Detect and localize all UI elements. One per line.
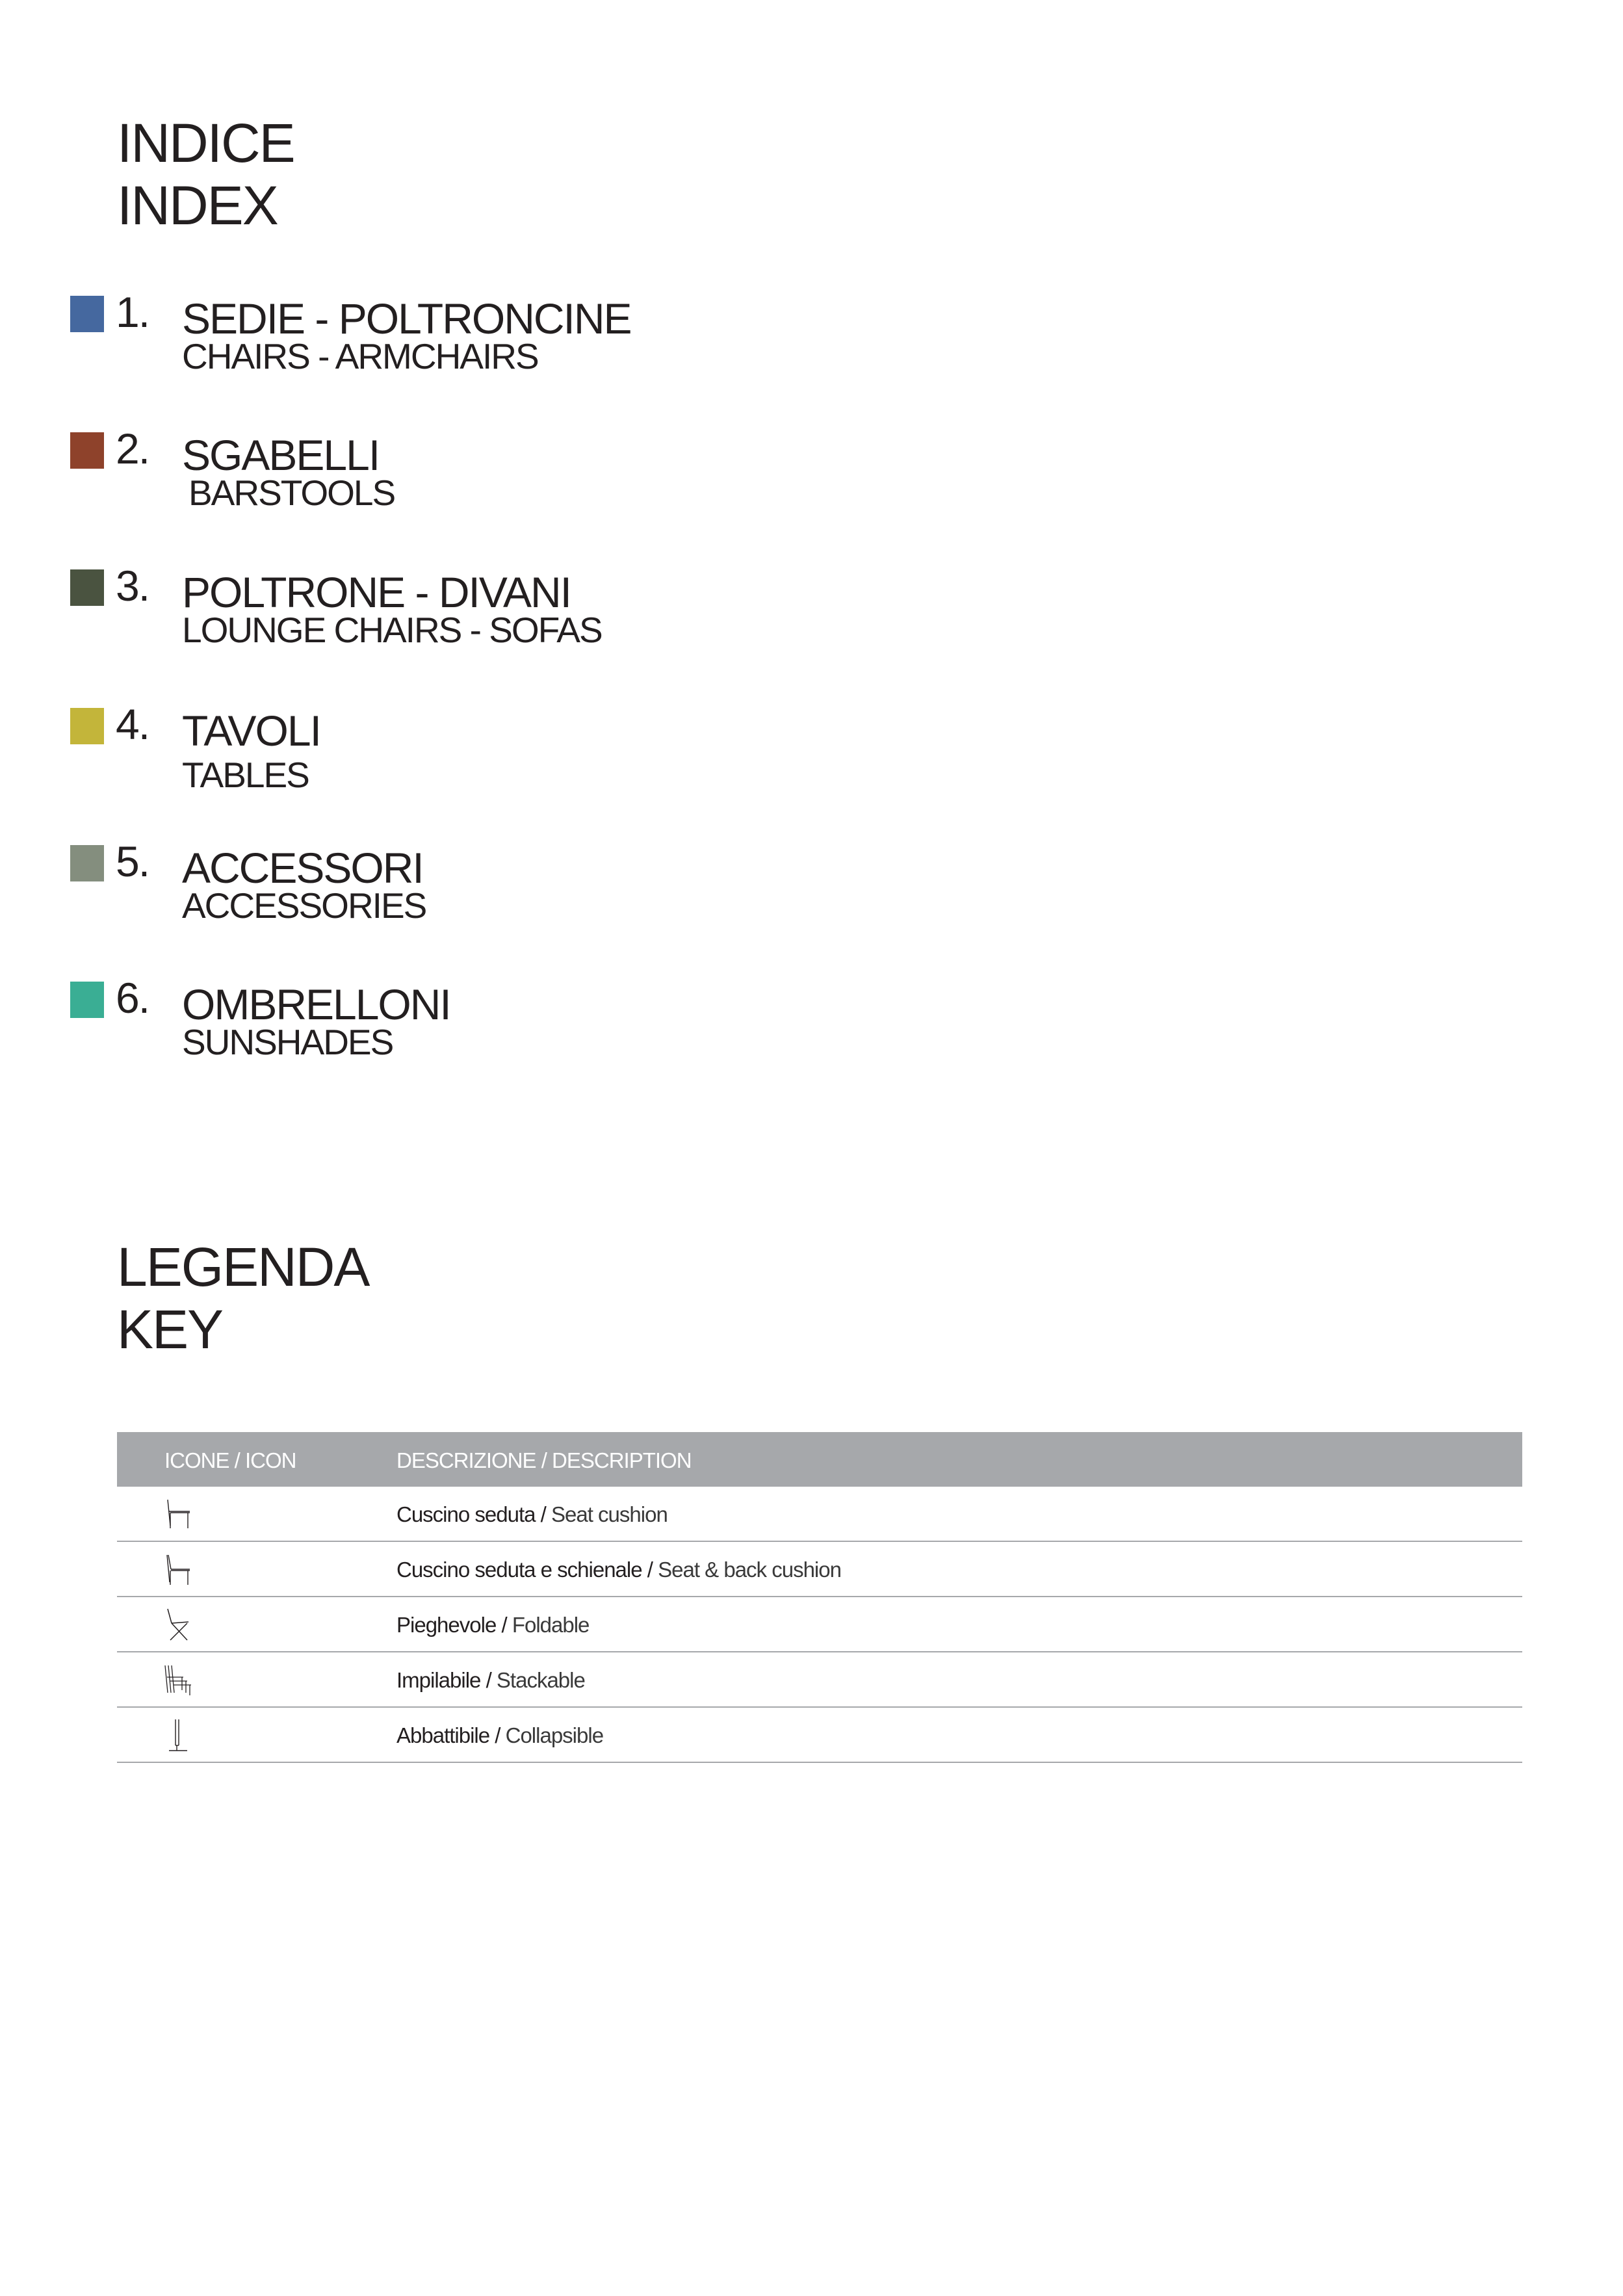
index-item-tables[interactable] (70, 700, 785, 799)
legend-description: Abbattibile / Collapsible (396, 1723, 604, 1747)
category-color-swatch (70, 708, 104, 744)
index-item-title-en: CHAIRS - ARMCHAIRS (182, 336, 538, 376)
legend-heading-it: LEGENDA (117, 1236, 369, 1298)
index-item-title-it: POLTRONE - DIVANI (182, 568, 571, 616)
legend-description: Cuscino seduta e schienale / Seat & back cushion (396, 1558, 841, 1582)
index-list (0, 0, 780, 1105)
index-item-sunshades[interactable] (70, 974, 785, 1073)
legend-heading (117, 1236, 369, 1360)
index-item-title-it: SEDIE - POLTRONCINE (182, 294, 631, 343)
stackable-icon (161, 1662, 198, 1698)
legend-description: Pieghevole / Foldable (396, 1613, 590, 1637)
index-item-title-en: ACCESSORIES (182, 885, 426, 926)
index-item-title-it: SGABELLI (182, 431, 380, 479)
index-item-number: 5. (116, 837, 149, 885)
index-item-title-en: BARSTOOLS (188, 473, 395, 513)
legend-table (117, 1432, 1522, 1763)
seat-cushion-icon (161, 1496, 198, 1532)
index-heading-it: INDICE (117, 112, 294, 174)
category-color-swatch (70, 845, 104, 881)
category-color-swatch (70, 982, 104, 1018)
collapsible-icon (161, 1717, 198, 1753)
index-item-title-it: OMBRELLONI (182, 980, 450, 1028)
table-row (117, 1597, 1522, 1652)
seat-back-cushion-icon (161, 1551, 198, 1587)
index-item-chairs[interactable] (70, 288, 785, 387)
legend-description: Impilabile / Stackable (396, 1668, 585, 1692)
index-item-number: 6. (116, 974, 149, 1022)
legend-table-header (117, 1432, 1522, 1487)
index-item-number: 1. (116, 288, 149, 336)
table-row (117, 1652, 1522, 1708)
category-color-swatch (70, 296, 104, 332)
index-item-accessories[interactable] (70, 837, 785, 936)
index-item-title-it: ACCESSORI (182, 844, 423, 892)
column-header-icon: ICONE / ICON (164, 1448, 296, 1472)
index-item-title-en: SUNSHADES (182, 1022, 393, 1062)
index-item-number: 4. (116, 700, 149, 748)
legend-description: Cuscino seduta / Seat cushion (396, 1502, 668, 1526)
index-item-lounge[interactable] (70, 562, 785, 660)
index-item-number: 2. (116, 424, 149, 473)
index-item-title-en: LOUNGE CHAIRS - SOFAS (182, 610, 602, 650)
index-heading-en: INDEX (117, 175, 278, 236)
category-color-swatch (70, 569, 104, 606)
index-item-number: 3. (116, 562, 149, 610)
index-item-barstools[interactable] (70, 424, 785, 523)
foldable-icon (161, 1606, 198, 1643)
index-item-title-it: TAVOLI (182, 707, 320, 755)
table-row (117, 1487, 1522, 1542)
table-row (117, 1708, 1522, 1763)
category-color-swatch (70, 432, 104, 469)
index-item-title-en: TABLES (182, 755, 309, 795)
column-header-description: DESCRIZIONE / DESCRIPTION (396, 1448, 692, 1472)
table-row (117, 1542, 1522, 1597)
legend-heading-en: KEY (117, 1299, 223, 1360)
